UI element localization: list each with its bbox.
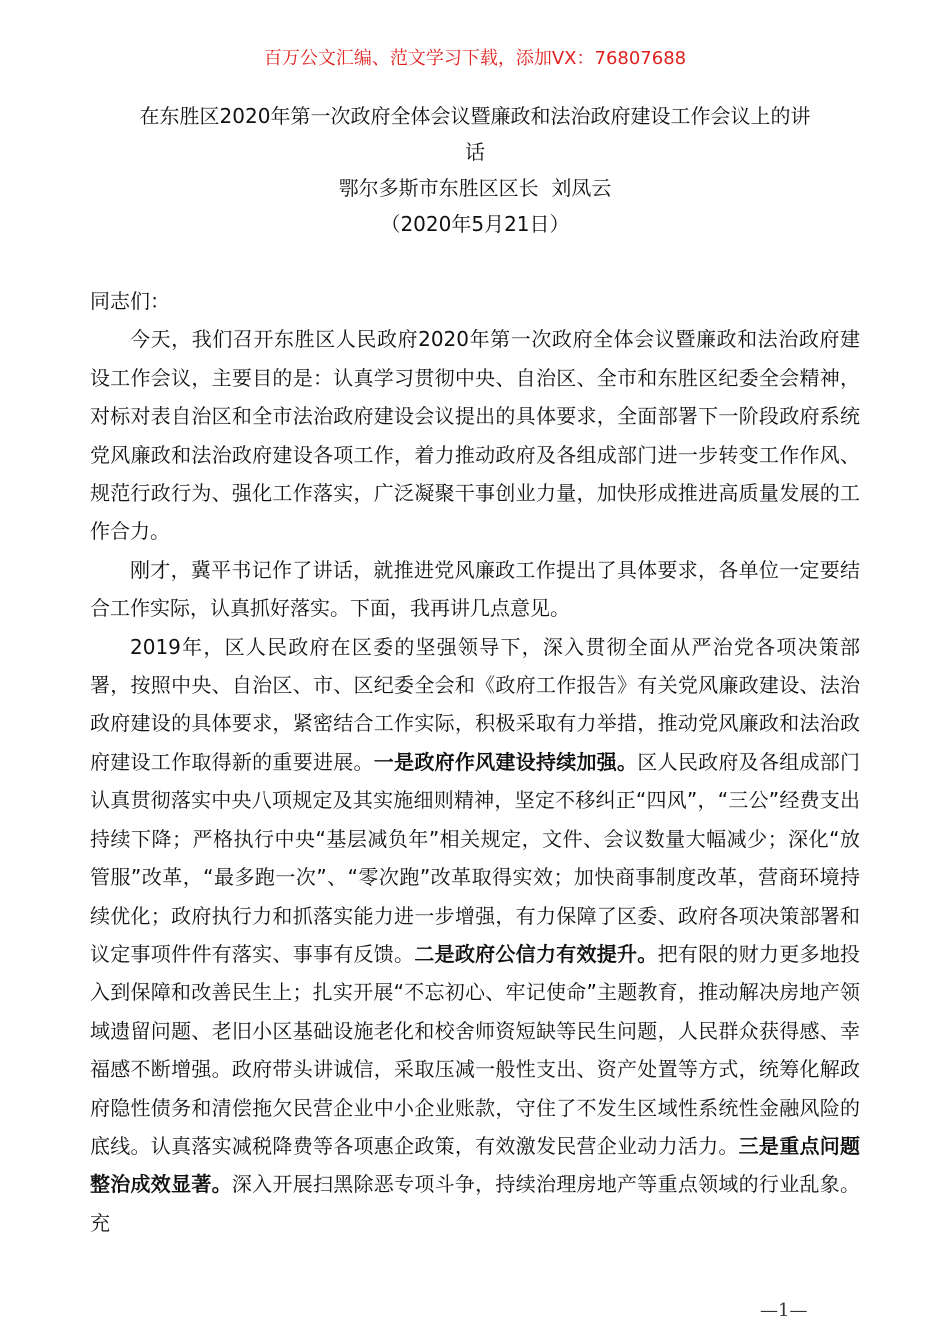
date-line: （2020年5月21日） [380,212,570,236]
title-line-2: 话 [465,140,485,164]
paragraph-2: 刚才，冀平书记作了讲话，就推进党风廉政工作提出了具体要求，各单位一定要结合工作实际，认真抓好落实。下面，我再讲几点意见。 [90,557,860,621]
paragraph-3-text-2: 区人民政府及各组成部门认真贯彻落实中央八项规定及其实施细则精神，坚定不移纠正“四风”，“三公”经费支出持续下降；严格执行中央“基层减负年”相关规定，文件、会议数量大幅减少；深化“放管服”改革，“最多跑一次”、“零次跑”改革取得实效；加快商事制度改革，营商环境持续优化；政府执行力和抓落实能力进一步增强，有力保障了区委、政府各项决策部署和议定事项件件有落实、事事有反馈。 [90,749,861,966]
point-2-heading: 二是政府公信力有效提升。 [414,941,658,966]
point-3-heading: 三是重点问题整治成效显著。 [90,1133,861,1197]
paragraph-3-text-3: 把有限的财力更多地投入到保障和改善民生上；扎实开展“不忘初心、牢记使命”主题教育，推动解决房地产领域遗留问题、老旧小区基础设施老化和校舍师资短缺等民生问题，人民群众获得感、幸福感不断增强。政府带头讲诚信，采取压减一般性支出、资产处置等方式，统筹化解政府隐性债务和清偿拖欠民营企业中小企业账款，守住了不发生区域性系统性金融风险的底线。认真落实减税降费等各项惠企政策，有效激发民营企业动力活力。 [90,941,861,1158]
page-number: —1— [760,1300,808,1321]
paragraph-3 [90,628,860,1243]
paragraph-1: 今天，我们召开东胜区人民政府2020年第一次政府全体会议暨廉政和法治政府建设工作会议，主要目的是：认真学习贯彻中央、自治区、全市和东胜区纪委全会精神，对标对表自治区和全市法治政府建设会议提出的具体要求，全面部署下一阶段政府系统党风廉政和法治政府建设各项工作，着力推动政府及各组成部门进一步转变工作作风、规范行政行为、强化工作落实，广泛凝聚干事创业力量，加快形成推进高质量发展的工作合力。 [90,327,860,544]
document-body [90,282,860,1242]
greeting: 同志们： [90,289,170,313]
paragraph-3-text-1: 2019年，区人民政府在区委的坚强领导下，深入贯彻全面从严治党各项决策部署，按照中央、自治区、市、区纪委全会和《政府工作报告》有关党风廉政建设、法治政府建设的具体要求，紧密结合工作实际，积极采取有力举措，推动党风廉政和法治政府建设工作取得新的重要进展。 [90,634,860,774]
paragraph-3-text-4: 深入开展扫黑除恶专项斗争，持续治理房地产等重点领域的行业乱象。充 [90,1172,861,1235]
point-1-heading: 一是政府作风建设持续加强。 [373,749,638,774]
document-title-block [90,98,860,242]
title-line-1: 在东胜区2020年第一次政府全体会议暨廉政和法治政府建设工作会议上的讲 [139,104,811,128]
download-banner: 百万公文汇编、范文学习下载，添加VX：76807688 [263,48,687,69]
author-line: 鄂尔多斯市东胜区区长 刘凤云 [338,176,612,200]
